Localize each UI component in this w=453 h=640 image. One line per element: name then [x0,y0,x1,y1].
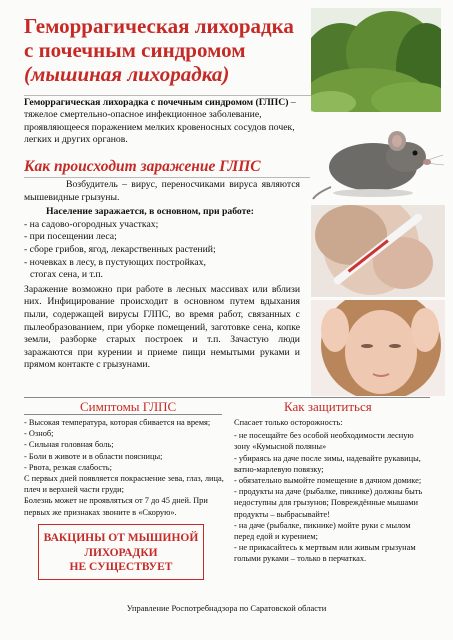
infection-heading: Как происходит заражение ГЛПС [24,158,261,175]
protect-line: - не посещайте без особой необходимости лесную зону «Кумысной поляны» [234,431,414,452]
symptoms-divider [24,414,222,415]
infection-item: - при посещении леса; [24,231,117,243]
title-line-1: Геморрагическая лихорадка [24,14,294,38]
no-vaccine-box [38,524,204,580]
infection-item: стогах сена, и т.п. [30,269,103,281]
intro-rest: – тяжелое смертельно-опасное инфекционное заболевание, проявляющееся поражением мелких кровеносных сосудов почек, легких и других органов. [24,97,296,146]
infection-item: - на садово-огородных участках; [24,218,159,230]
infection-section [24,179,300,372]
protect-line: - на даче (рыбалке, пикнике) мойте руки с мылом перед едой и курением; [234,520,411,542]
footer: Управление Роспотребнадзора по Саратовской области [126,603,327,613]
forest-photo [311,8,441,112]
page-title [24,14,314,86]
protect-line: - обязательно вымойте помещение в дачном домике; [234,476,422,486]
protect-line: - не прикасайтесь к мертвым или живым грызунам голыми руками – только в перчатках. [234,543,416,564]
infection-para-2: Население заражается, в основном, при работе: [46,206,254,218]
title-line-2: с почечным синдромом [24,38,246,62]
protect-heading: Как защититься [284,399,372,414]
protect-list [234,417,430,565]
infection-divider [24,177,310,178]
intro-paragraph [24,97,306,147]
protect-intro: Спасает только осторожность: [234,418,343,427]
vaccine-line-1: ВАКЦИНЫ ОТ МЫШИНОЙ [43,532,199,544]
symptom-line: - Высокая температура, которая сбивается на время; [24,418,211,427]
headache-photo [311,300,445,396]
symptom-line: - Рвота, резкая слабость; [24,462,112,472]
infection-para-3: Заражение возможно при работе в лесных массивах или вблизи них. Инфицирование происходит в основном путем вдыхания пыли, содержащей вирусы ГЛПС, во время работ, связанных с пылеобразованием, при уборке помещений, заготовке сена, копке земли, разборке старых построек и т.п. Зачастую люди заражаются при курении и приеме пищи немытыми руками и прямом контакте с грызунами. [24,283,300,371]
title-divider [24,95,324,96]
symptom-line: - Озноб; [24,429,54,439]
symptom-line: - Боли в животе и в области поясницы; [24,451,163,461]
protect-line: - убираясь на даче после зимы, надевайте рукавицы, ватно-марлевую повязку; [234,453,421,474]
symptoms-list [24,417,228,518]
symptom-line: С первых дней появляется покраснение зева, глаз, лица, плеч и верхней части груди; [24,474,224,495]
protect-line: - продукты на даче (рыбалке, пикнике) должны быть недоступны для грызунов; Повреждённые мышами продукты – выбрасывайте! [234,487,423,519]
intro-bold: Геморрагическая лихорадка с почечным синдромом (ГЛПС) [24,97,289,108]
infection-item: - сборе грибов, ягод, лекарственных растений; [24,243,216,255]
vaccine-line-3: НЕ СУЩЕСТВУЕТ [69,561,173,573]
infection-item: - ночевках в лесу, в пустующих постройках, [24,256,206,268]
thermometer-photo [311,205,445,297]
mouse-photo [311,115,445,201]
symptom-line: - Сильная головная боль; [24,440,114,450]
symptom-line: Болезнь может не проявляться от 7 до 45 дней. При первых же признаках звоните в «Скорую». [24,496,208,517]
infection-para-1: Возбудитель – вирус, переносчиками вируса являются мышевидные грызуны. [24,179,300,203]
symptoms-heading: Симптомы ГЛПС [80,399,177,414]
section-divider [24,397,430,398]
title-line-3: (мышиная лихорадка) [24,62,230,86]
vaccine-line-2: ЛИХОРАДКИ [84,546,158,559]
